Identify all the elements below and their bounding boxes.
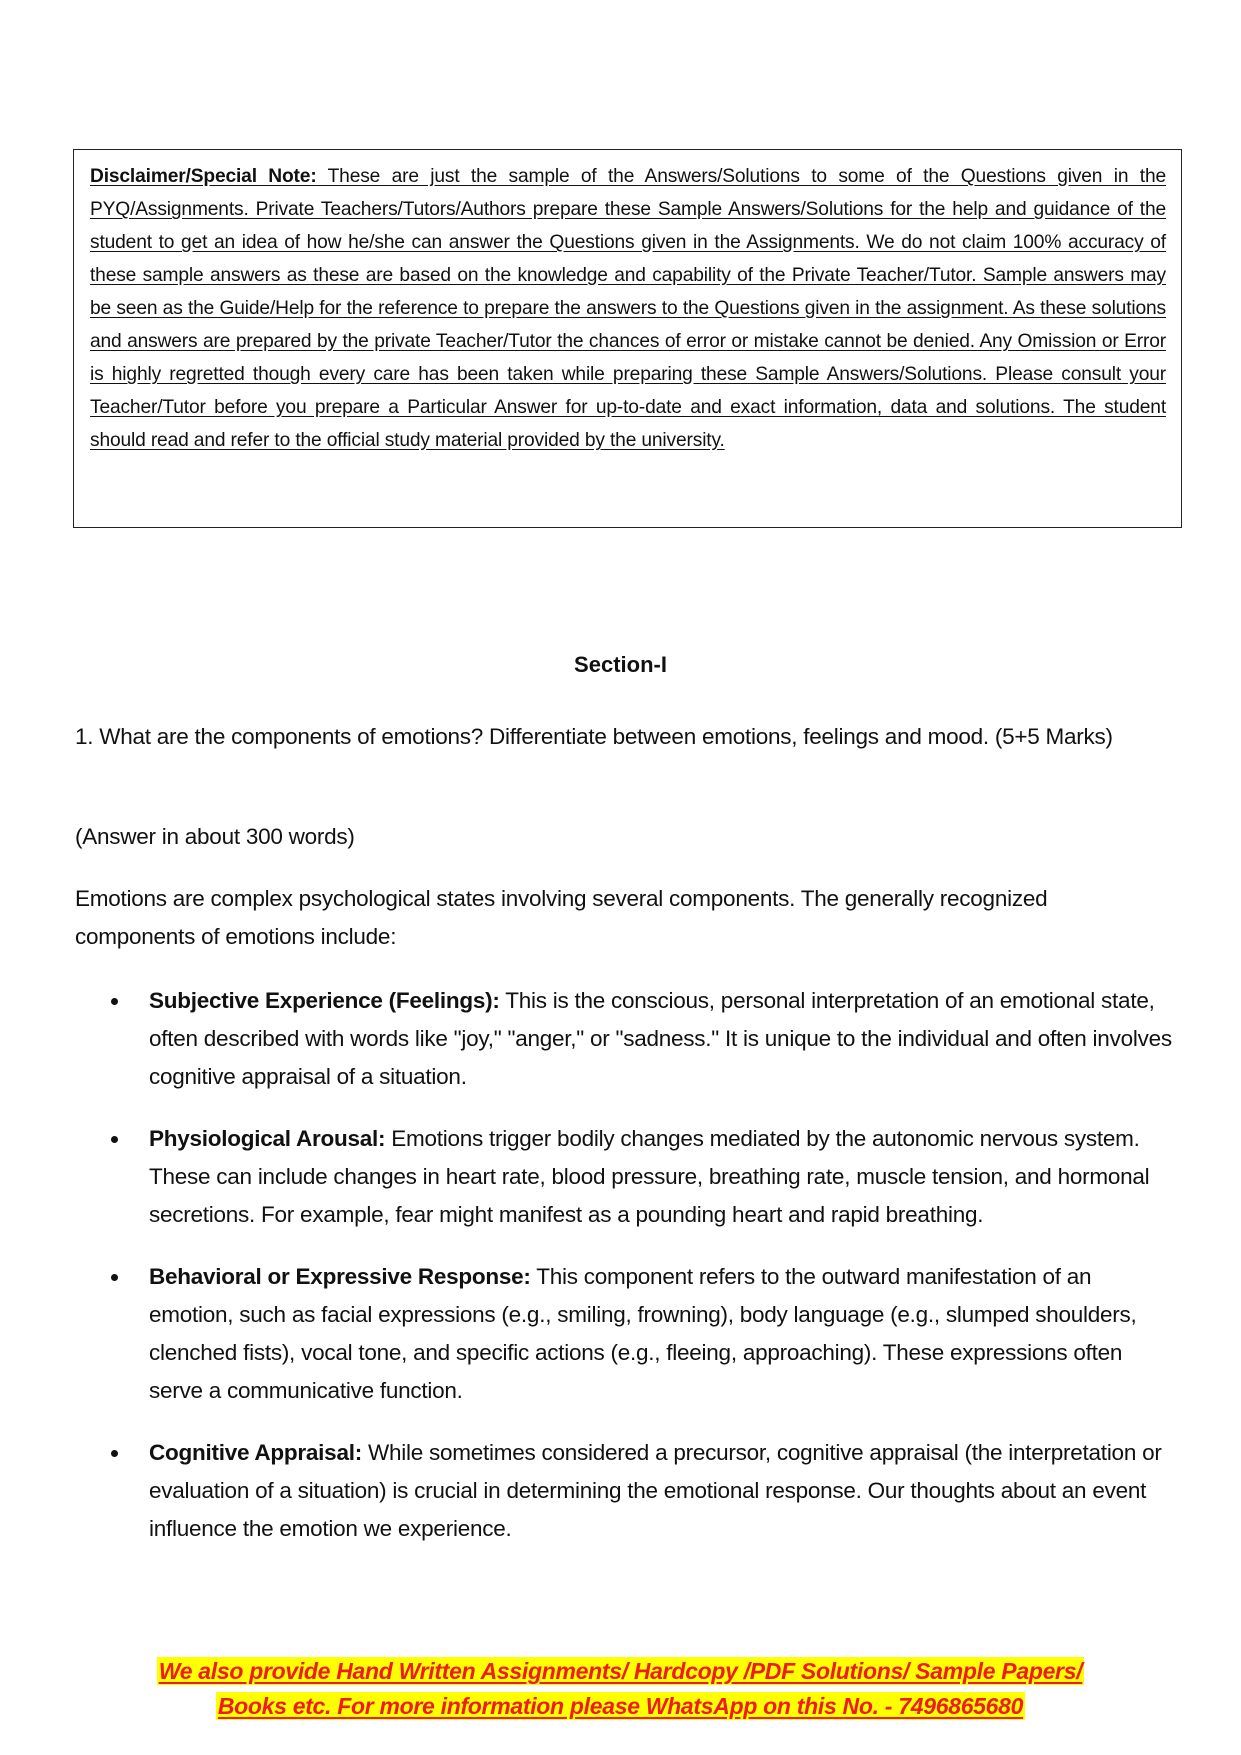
disclaimer-body: These are just the sample of the Answers/Solutions to some of the Questions given in the PYQ/Assignments. Private Teachers/Tutors/Authors prepare these Sample Answers/Solutions for the help and guidance of the student to get an idea of how he/she can answer the Questions given in the Assignments. We do not claim 100% accuracy of these sample answers as these are based on the knowledge and capability of the Private Teacher/Tutor. Sample answers may be seen as the Guide/Help for the reference to prepare the answers to the Questions given in the assignment. As these solutions and answers are prepared by the private Teacher/Tutor the chances of error or mistake cannot be denied. Any Omission or Error is highly regretted though every care has been taken while preparing these Sample Answers/Solutions. Please consult your Teacher/Tutor before you prepare a Particular Answer for up-to-date and exact information, data and solutions. The student should read and refer to the official study material provided by the university. (90, 166, 1166, 451)
component-term: Physiological Arousal: (149, 1126, 386, 1151)
component-description: This is the conscious, personal interpretation of an emotional state, often described with words like "joy," "anger," or "sadness." It is unique to the individual and often involves cognitive appraisal of a situation. (149, 988, 1172, 1089)
components-list (75, 982, 1175, 1572)
bullet-icon (111, 1136, 118, 1143)
component-description: While sometimes considered a precursor, cognitive appraisal (the interpretation or evaluation of a situation) is crucial in determining the emotional response. Our thoughts about an event influence the emotion we experience. (149, 1440, 1162, 1541)
question-text: 1. What are the components of emotions? Differentiate between emotions, feelings and mood. (5+5 Marks) (75, 724, 1113, 749)
disclaimer-box (73, 149, 1182, 528)
word-limit-note: (Answer in about 300 words) (75, 824, 355, 849)
component-description: This component refers to the outward manifestation of an emotion, such as facial expressions (e.g., smiling, frowning), body language (e.g., slumped shoulders, clenched fists), vocal tone, and specific actions (e.g., fleeing, approaching). These expressions often serve a communicative function. (149, 1264, 1137, 1403)
component-term: Subjective Experience (Feelings): (149, 988, 500, 1013)
answer-intro: Emotions are complex psychological states involving several components. The generally recognized components of emotions include: (75, 886, 1048, 949)
component-description: Emotions trigger bodily changes mediated by the autonomic nervous system. These can include changes in heart rate, blood pressure, breathing rate, muscle tension, and hormonal secretions. For example, fear might manifest as a pounding heart and rapid breathing. (149, 1126, 1150, 1227)
list-item (75, 1258, 1175, 1410)
list-item (75, 982, 1175, 1096)
bullet-icon (111, 998, 118, 1005)
promo-line-1: We also provide Hand Written Assignments/ Hardcopy /PDF Solutions/ Sample Papers/ (158, 1658, 1083, 1684)
section-heading: Section-I (574, 652, 667, 677)
disclaimer-text (90, 160, 1166, 457)
component-term: Cognitive Appraisal: (149, 1440, 362, 1465)
list-item (75, 1120, 1175, 1234)
disclaimer-label: Disclaimer/Special Note: (90, 166, 317, 187)
bullet-icon (111, 1274, 118, 1281)
component-term: Behavioral or Expressive Response: (149, 1264, 531, 1289)
bullet-icon (111, 1450, 118, 1457)
promo-line-2: Books etc. For more information please WhatsApp on this No. - 7496865680 (217, 1693, 1024, 1719)
list-item (75, 1434, 1175, 1548)
promo-banner (0, 1654, 1241, 1724)
